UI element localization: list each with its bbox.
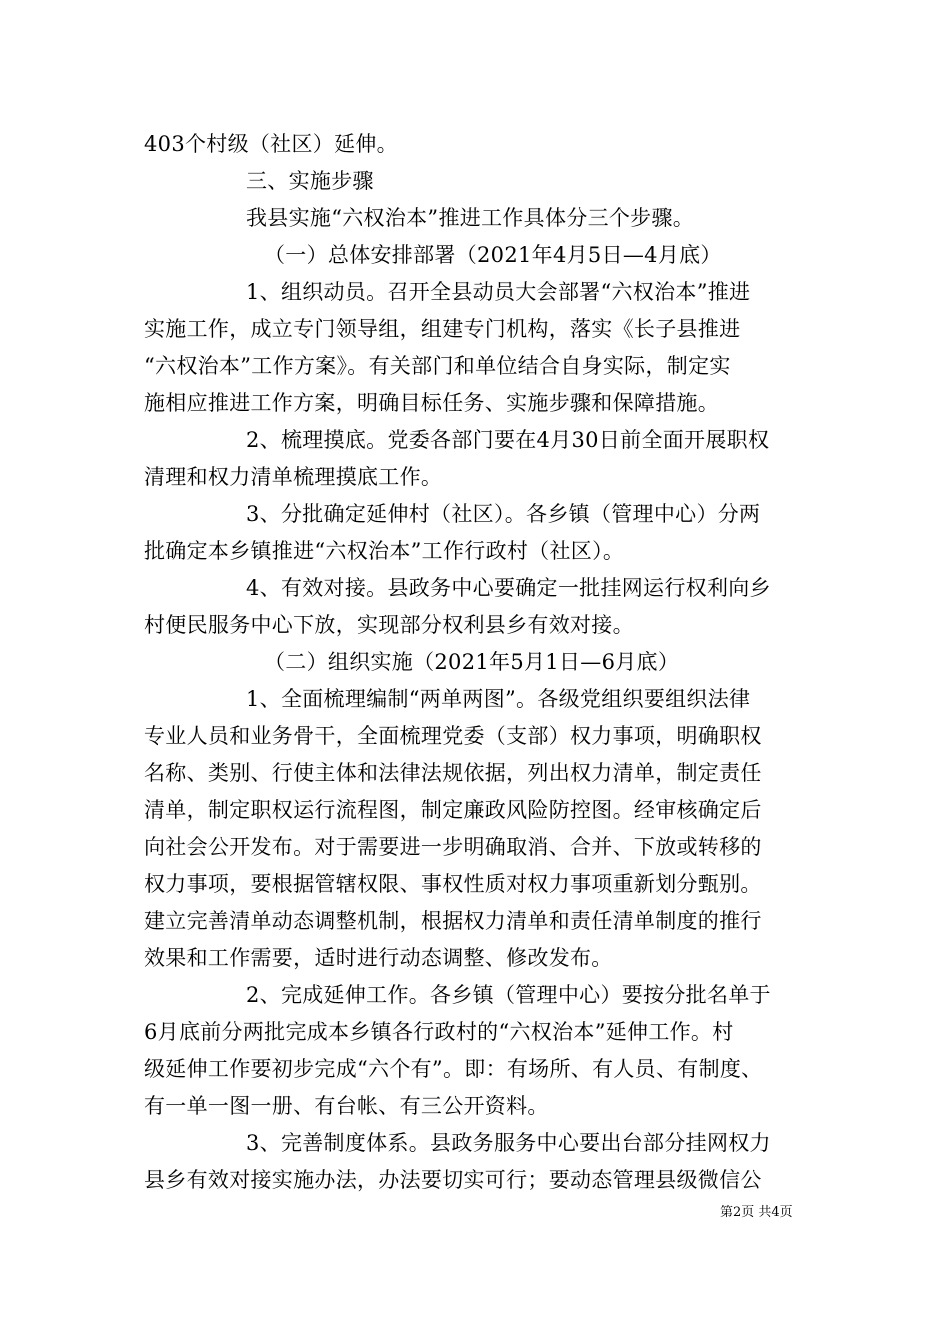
text-line: 权力事项，要根据管辖权限、事权性质对权力事项重新划分甄别。 (144, 872, 762, 896)
text-line: 向社会公开发布。对于需要进一步明确取消、合并、下放或转移的 (144, 835, 762, 859)
text-line: 3、分批确定延伸村（社区）。各乡镇（管理中心）分两 (246, 502, 761, 526)
text-line: 清理和权力清单梳理摸底工作。 (144, 465, 443, 489)
text-line: 建立完善清单动态调整机制，根据权力清单和责任清单制度的推行 (144, 909, 762, 933)
text-line: 县乡有效对接实施办法，办法要切实可行；要动态管理县级微信公 (144, 1168, 762, 1192)
text-line: 实施工作，成立专门领导组，组建专门机构，落实《长子县推进 (144, 317, 741, 341)
text-line: 3、完善制度体系。县政务服务中心要出台部分挂网权力 (246, 1131, 771, 1155)
text-line: 施相应推进工作方案，明确目标任务、实施步骤和保障措施。 (144, 391, 720, 415)
subsection-heading: （一）总体安排部署（2021年4月5日—4月底） (264, 243, 722, 267)
document-body (144, 126, 824, 1199)
text-line: 专业人员和业务骨干，全面梳理党委（支部）权力事项，明确职权 (144, 724, 762, 748)
text-line: 清单，制定职权运行流程图，制定廉政风险防控图。经审核确定后 (144, 798, 762, 822)
text-line: 村便民服务中心下放，实现部分权利县乡有效对接。 (144, 613, 634, 637)
text-line: 6月底前分两批完成本乡镇各行政村的“六权治本”延伸工作。村 (144, 1020, 734, 1044)
text-line: 1、组织动员。召开全县动员大会部署“六权治本”推进 (246, 280, 751, 304)
text-line: 403个村级（社区）延伸。 (144, 132, 398, 156)
text-line: 2、梳理摸底。党委各部门要在4月30日前全面开展职权 (246, 428, 770, 452)
page-number-footer: 第2页 共4页 (720, 1205, 793, 1220)
text-line: 有一单一图一册、有台帐、有三公开资料。 (144, 1094, 549, 1118)
text-line: 4、有效对接。县政务中心要确定一批挂网运行权利向乡 (246, 576, 771, 600)
subsection-heading: （二）组织实施（2021年5月1日—6月底） (264, 650, 680, 674)
text-line: 1、全面梳理编制“两单两图”。各级党组织要组织法律 (246, 687, 751, 711)
text-line: 级延伸工作要初步完成“六个有”。即：有场所、有人员、有制度、 (144, 1057, 763, 1081)
text-line: 名称、类别、行使主体和法律法规依据，列出权力清单，制定责任 (144, 761, 762, 785)
section-heading: 三、实施步骤 (246, 169, 374, 193)
text-line: 我县实施“六权治本”推进工作具体分三个步骤。 (246, 206, 695, 230)
text-line: 批确定本乡镇推进“六权治本”工作行政村（社区）。 (144, 539, 625, 563)
text-line: “六权治本”工作方案》。有关部门和单位结合自身实际，制定实 (144, 354, 731, 378)
text-line: 效果和工作需要，适时进行动态调整、修改发布。 (144, 946, 613, 970)
text-line: 2、完成延伸工作。各乡镇（管理中心）要按分批名单于 (246, 983, 771, 1007)
